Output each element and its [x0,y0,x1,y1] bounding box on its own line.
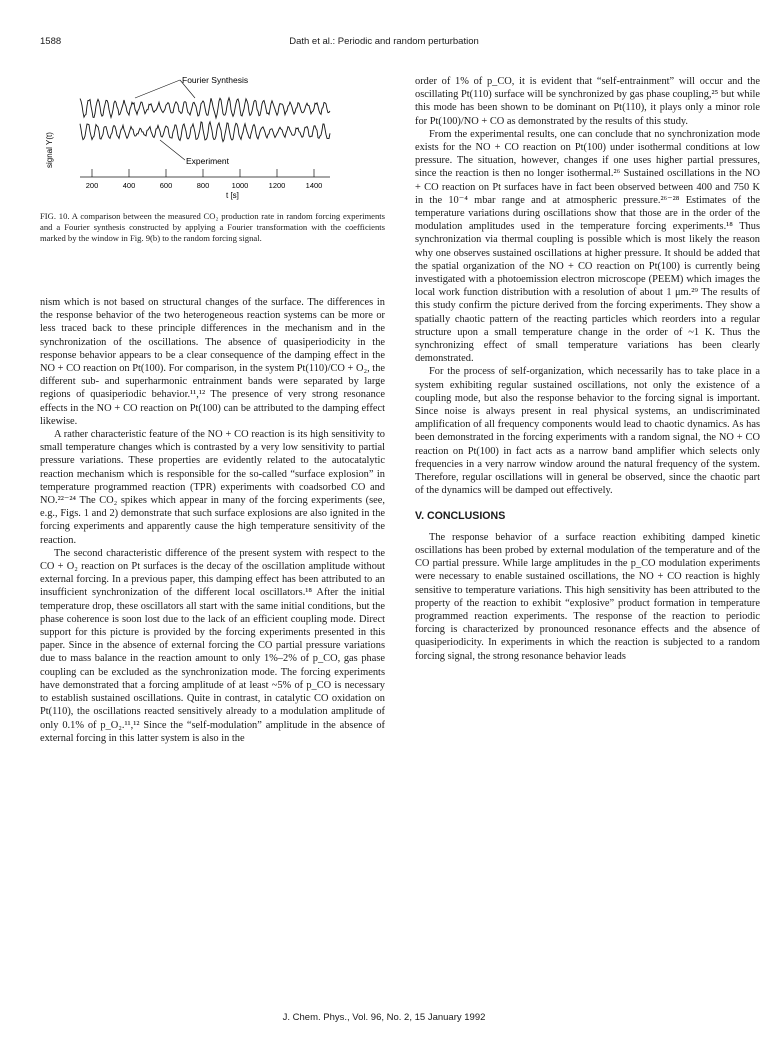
figure-xlabel: t [s] [226,191,239,200]
x-tick-label: 1200 [268,181,286,190]
left-paragraph-3: The second characteristic difference of the present system with respect to the CO + O₂ reaction on Pt surfaces is the decay of the oscillation amplitude without external forcing. In a previous paper, this damping effect has been attributed to an insufficient synchronization of the different local oscillators.¹⁸ After the initial temperature drop, these oscillators all start with the same initial conditions, but the phase coherence is soon lost due to the lack of an efficient coupling mode. Direct support for this picture is provided by the forcing experiments presented in this paper. Since in the absence of external forcing the CO partial pressure variations due to mass balance in the reaction amount to only 1%–2% of p_CO, gas phase coupling can be excluded as the synchronization mode. The forcing experiments have demonstrated that a forcing amplitude of at least ~5% of p_CO is necessary to establish sustained oscillations. Quite in contrast, in catalytic CO oxidation on Pt(110), the oscillations reacted sensitively already to a modulation amplitude of only 0.1% of p_O₂.¹¹,¹² Since the “self-modulation” amplitude in the absence of external forcing in this latter system is also in the [40,547,385,744]
right-paragraph-2: From the experimental results, one can conclude that no synchronization mode exists for the NO + CO reaction on Pt(100) under isothermal conditions at low pressure. The situation, however, changes if one uses higher partial pressures, since the reaction is then no longer isothermal.²⁶ Sustained oscillations in the NO + CO reaction on Pt surfaces have in fact been observed between 400 and 750 K in the 10⁻⁴ mbar range and at atmospheric pressure.²⁶⁻²⁸ Estimates of the temperature variations during oscillations show that those are in the order of the modulation amplitudes used in the temperature forcing experiments.¹⁸ Thus synchronization via thermal coupling is possible which is most likely the reason why one observes sustained oscillations at higher pressure. It should be added that the spatial organization of the NO + CO reaction on Pt(100) is currently being investigated with a photoemission electron microscope (PEEM) which images the local work function distribution with a resolution of about 1 μm.²⁹ The results of this study confirm the picture derived from the forcing experiments. They show a spatially chaotic pattern of the reacting particles which reorders into a regular structure upon a small temperature change in the order of ~1 K. Thus the synchronizing effect of small temperature variations has been clearly demonstrated. [415,128,760,365]
left-column [40,296,385,745]
fourier-synthesis-trace [80,98,330,118]
experiment-leader-line [160,140,185,160]
fourier-synthesis-label: Fourier Synthesis [182,75,249,85]
figure-10-plot [40,70,385,205]
page-number: 1588 [40,36,62,47]
x-tick-label: 800 [196,181,210,190]
section-title-conclusions: V. CONCLUSIONS [415,509,506,522]
left-paragraph-1: nism which is not based on structural changes of the surface. The differences in the response behavior of the two heterogeneous reaction systems can be more or less traced back to these principle differences in the mechanism and in the synchronization of the oscillations. The absence of quasiperiodicity in the response behavior appears to be a clear consequence of the damping effect in the NO + CO reaction on Pt(100). For comparison, in the system Pt(110)/CO + O₂, the different sub- and superharmonic entrainment bands were separated by large regions of quasiperiodic behavior.¹¹,¹² The presence of very strong resonance effects in the NO + CO reaction on Pt(100) can be attributed to the damping effect likewise. [40,297,385,427]
x-tick-label: 1000 [231,181,249,190]
figure-10 [40,70,385,210]
x-tick-label: 1400 [305,181,323,190]
fourier-leader-line [135,80,180,98]
x-tick-label: 400 [122,181,136,190]
right-column [415,75,760,663]
left-paragraph-2: A rather characteristic feature of the NO + CO reaction is its high sensitivity to small temperature changes which is contrasted by a very low sensitivity to partial pressure variations. These properties are evidently related to the autocatalytic reaction mechanism which is responsible for the so-called “surface explosion” in temperature programmed reaction (TPR) experiments with coadsorbed CO and NO.²²⁻²⁴ The CO₂ spikes which appear in many of the forcing experiments (see, e.g., Figs. 1 and 2) demonstrate that such surface explosions are also ignited in the forcing experiments and apparently cause the high temperature sensitivity of the reaction. [40,429,385,546]
right-paragraph-4: The response behavior of a surface reaction exhibiting damped kinetic oscillations has been probed by external modulation of the temperature and of the CO partial pressure. While large amplitudes in the p_CO modulation experiments were necessary to enable sustained oscillations, the NO + CO reaction is highly sensitive to temperature variations. This high sensitivity has been attributed to the property of the reaction to exhibit “explosive” product formation in temperature programmed reaction experiments. The response of the reaction to periodic forcing is characterized by pronounced resonance effects and the absence of quasiperiodicity. In experiments in which the reaction is subjected to a random forcing signal, the strong resonance behavior leads [415,531,760,662]
running-head: Dath et al.: Periodic and random perturbation [289,36,479,47]
journal-footer: J. Chem. Phys., Vol. 96, No. 2, 15 January 1992 [282,1012,486,1023]
x-axis-ticks [86,169,323,190]
figure-caption: FIG. 10. A comparison between the measured CO₂ production rate in random forcing experiments and a Fourier synthesis constructed by applying a Fourier transformation with the coefficients marked by the window in Fig. 9(b) to the random forcing signal. [40,211,385,243]
experiment-trace [80,122,330,142]
experiment-label: Experiment [186,156,229,166]
right-paragraph-1: order of 1% of p_CO, it is evident that “self-entrainment” will occur and the oscillating Pt(110) surface will be synchronized by gas phase coupling,²⁵ but while this mode has been shown to be dominant on Pt(110), it plays only a minor role for Pt(100)/NO + CO as demonstrated by the results of this study. [415,76,760,127]
figure-ylabel: signal Y(t) [45,132,54,168]
right-paragraph-3: For the process of self-organization, which necessarily has to take place in a system exhibiting regular sustained oscillations, not only the existence of a coupling mode, but also the response behavior to the forcing signal is important. Since noise is always present in real physical systems, an undiscriminated amplification of all frequency components would lead to chaotic dynamics. As has been demonstrated in the forcing experiments with a random signal, the NO + CO reaction on Pt(100) in fact acts as a narrow band amplifier which selects only frequencies in a very narrow window around the natural frequency of the system. Therefore, regular oscillations will in general be observed, since the chaotic part of the dynamics will be damped out effectively. [415,366,760,497]
x-tick-label: 200 [85,181,99,190]
x-tick-label: 600 [159,181,173,190]
